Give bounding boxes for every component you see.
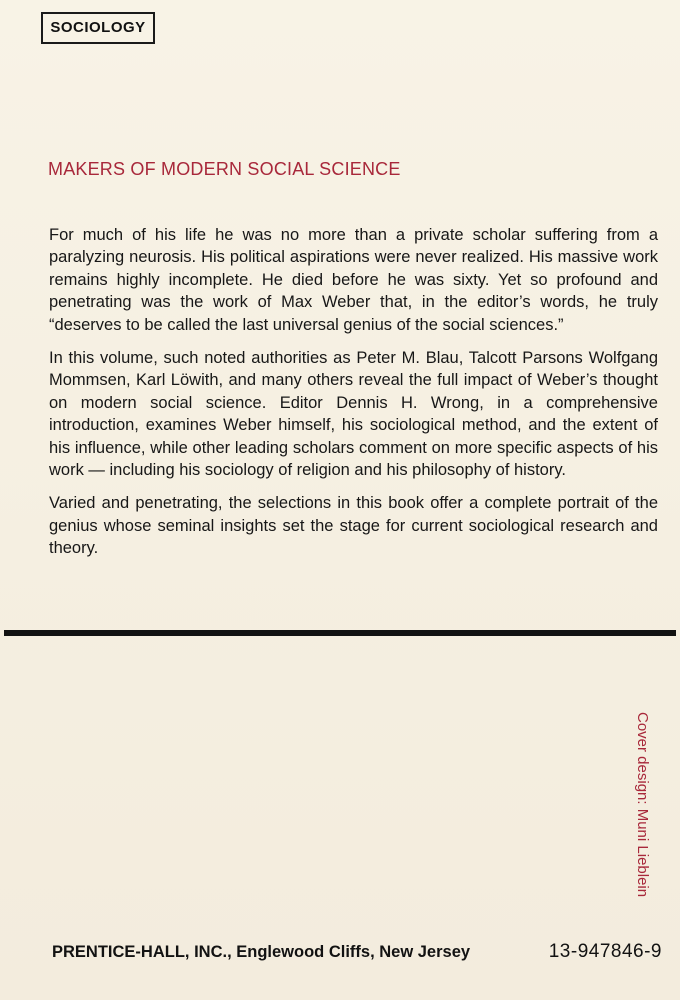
blurb-paragraph-2: In this volume, such noted authorities as Peter M. Blau, Talcott Parsons Wolfgang Mommsen, Karl Löwith, and many others reveal the full impact of Weber’s thought on modern social science. Editor Dennis H. Wrong, in a comprehensive introduction, examines Weber himself, his sociological method, and the extent of his influence, while other leading scholars comment on more specific aspects of his work — including his sociology of religion and his philosophy of history.	[49, 349, 658, 480]
description-blurb	[49, 224, 658, 571]
isbn-number: 13-947846-9	[548, 941, 662, 962]
cover-design-credit: Cover design: Muni Lieblein	[634, 712, 651, 898]
horizontal-rule	[4, 630, 676, 636]
series-title: MAKERS OF MODERN SOCIAL SCIENCE	[48, 159, 401, 179]
blurb-paragraph-3: Varied and penetrating, the selections in this book offer a complete portrait of the genius whose seminal insights set the stage for current sociological research and theory.	[49, 494, 658, 558]
blurb-paragraph-1: For much of his life he was no more than a private scholar suffering from a paralyzing neurosis. His political aspirations were never realized. His massive work remains highly incomplete. He died before he was sixty. Yet so profound and penetrating was the work of Max Weber that, in the editor’s words, he truly “deserves to be called the last universal genius of the social sciences.”	[49, 226, 658, 334]
category-label: SOCIOLOGY	[41, 12, 155, 44]
publisher-imprint: PRENTICE-HALL, INC., Englewood Cliffs, New Jersey	[52, 943, 471, 961]
